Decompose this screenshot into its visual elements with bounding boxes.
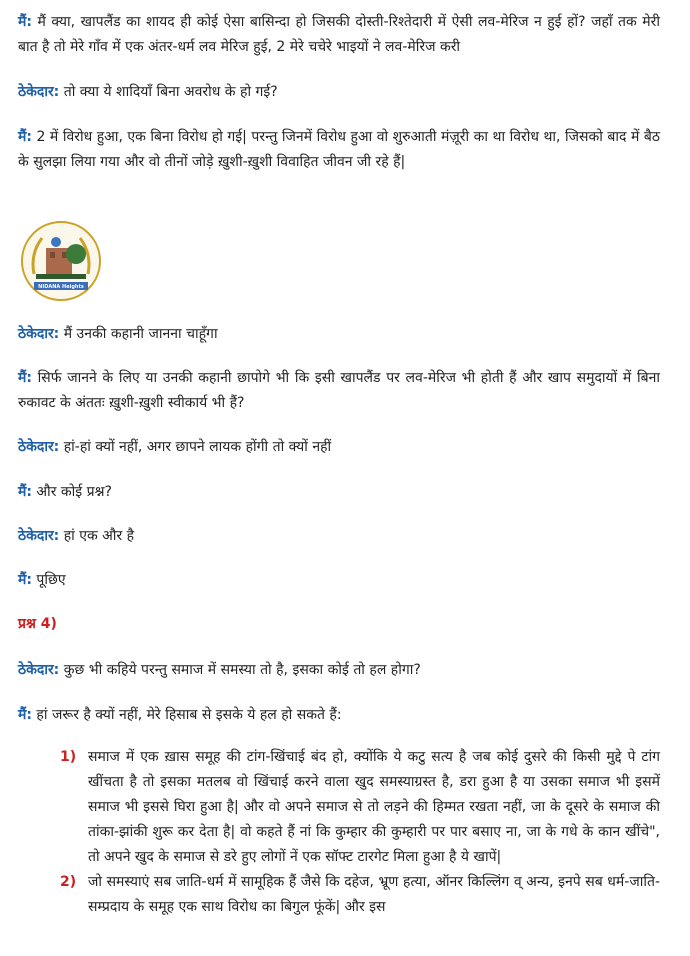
speaker-label: ठेकेदार: xyxy=(18,528,60,544)
dialogue-line-4 xyxy=(18,322,660,347)
solutions-list xyxy=(60,745,660,920)
speaker-label: ठेकेदार: xyxy=(18,662,60,678)
dialogue-line-1 xyxy=(18,10,660,60)
dialogue-text: हां-हां क्यों नहीं, अगर छापने लायक होंगी तो क्यों नहीं xyxy=(59,439,332,455)
speaker-label: मैं: xyxy=(18,572,32,588)
dialogue-text: और कोई प्रश्न? xyxy=(31,484,112,500)
dialogue-line-11 xyxy=(18,703,660,728)
dialogue-text: कुछ भी कहिये परन्तु समाज में समस्या तो है, इसका कोई तो हल होगा? xyxy=(59,662,421,678)
question-number: प्रश्न 4) xyxy=(18,616,57,632)
dialogue-text: सिर्फ जानने के लिए या उनकी कहानी छापोगे भी कि इसी खापलैंड पर लव-मेरिज भी होती हैं और खाप समुदायों में बिना रुकावट के अंततः ख़ुशी-ख़ुशी स्वीकार्य भी हैं? xyxy=(18,370,660,411)
svg-text:NIDANA Heights: NIDANA Heights xyxy=(38,284,84,290)
speaker-label: मैं: xyxy=(18,484,32,500)
solution-item xyxy=(60,745,660,870)
dialogue-text: मैं क्या, खापलैंड का शायद ही कोई ऐसा बासिन्दा हो जिसकी दोस्ती-रिश्तेदारी में ऐसी लव-मेरिज न हुई हों? जहाँ तक मेरी बात है तो मेरे गाँव में एक अंतर-धर्म लव मेरिज हुई, 2 मेरे चचेरे भाइयों ने लव-मेरिज करी xyxy=(18,14,660,55)
solution-number: 2) xyxy=(60,874,77,890)
dialogue-line-5 xyxy=(18,366,660,416)
dialogue-line-9 xyxy=(18,568,660,593)
speaker-label: ठेकेदार: xyxy=(18,439,60,455)
speaker-label: मैं: xyxy=(18,707,32,723)
speaker-label: मैं: xyxy=(18,14,32,30)
dialogue-line-6 xyxy=(18,435,660,460)
speaker-label: ठेकेदार: xyxy=(18,84,60,100)
dialogue-line-2 xyxy=(18,80,660,105)
dialogue-text: पूछिए xyxy=(31,572,66,588)
dialogue-line-7 xyxy=(18,480,660,505)
dialogue-line-10 xyxy=(18,658,660,683)
dialogue-line-3 xyxy=(18,125,660,175)
solution-text: समाज में एक ख़ास समूह की टांग-खिंचाई बंद हो, क्योंकि ये कटु सत्य है जब कोई दुसरे की किसी मुद्दे पे टांग खींचता है तो इसका मतलब वो खिंचाई करने वाला खुद समस्याग्रस्त है, डरा हुआ है या उसका समाज भी इसमें समाज भी इससे घिरा हुआ है| और वो अपने समाज से तो लड़ने की हिम्मत रखता नहीं, जा के दूसरे के समाज की तांका-झांकी शुरू कर देता है| वो कहते हैं नां कि कुम्हार की कुम्हारी पर पार बसाए ना, जा के गधे के कान खींचे", तो अपने खुद के समाज से डरे हुए लोगों नें एक सॉफ्ट टारगेट मिला हुआ है ये खापें| xyxy=(88,749,660,865)
speaker-label: मैं: xyxy=(18,370,32,386)
dialogue-text: हां जरूर है क्यों नहीं, मेरे हिसाब से इसके ये हल हो सकते हैं: xyxy=(31,707,342,723)
question-heading xyxy=(18,612,660,637)
dialogue-text: तो क्या ये शादियाँ बिना अवरोध के हो गई? xyxy=(59,84,278,100)
solution-number: 1) xyxy=(60,749,77,765)
dialogue-text: मैं उनकी कहानी जानना चाहूँगा xyxy=(59,326,218,342)
dialogue-line-8 xyxy=(18,524,660,549)
speaker-label: ठेकेदार: xyxy=(18,326,60,342)
solution-text: जो समस्याएं सब जाति-धर्म में सामूहिक हैं जैसे कि दहेज, भ्रूण हत्या, ऑनर किल्लिंग व् अन्य, इनपे सब धर्म-जाति-सम्प्रदाय के समूह एक साथ विरोध का बिगुल फूंकें| और इस xyxy=(88,874,660,915)
dialogue-text: 2 में विरोध हुआ, एक बिना विरोध हो गई| परन्तु जिनमें विरोध हुआ वो शुरुआती मंज़ूरी का था विरोध था, जिसको बाद में बैठ के सुलझा लिया गया और वो तीनों जोड़े ख़ुशी-ख़ुशी विवाहित जीवन जी रहे हैं| xyxy=(18,129,660,170)
nidana-heights-logo xyxy=(20,220,102,302)
speaker-label: मैं: xyxy=(18,129,32,145)
dialogue-text: हां एक और है xyxy=(59,528,135,544)
solution-item xyxy=(60,870,660,920)
